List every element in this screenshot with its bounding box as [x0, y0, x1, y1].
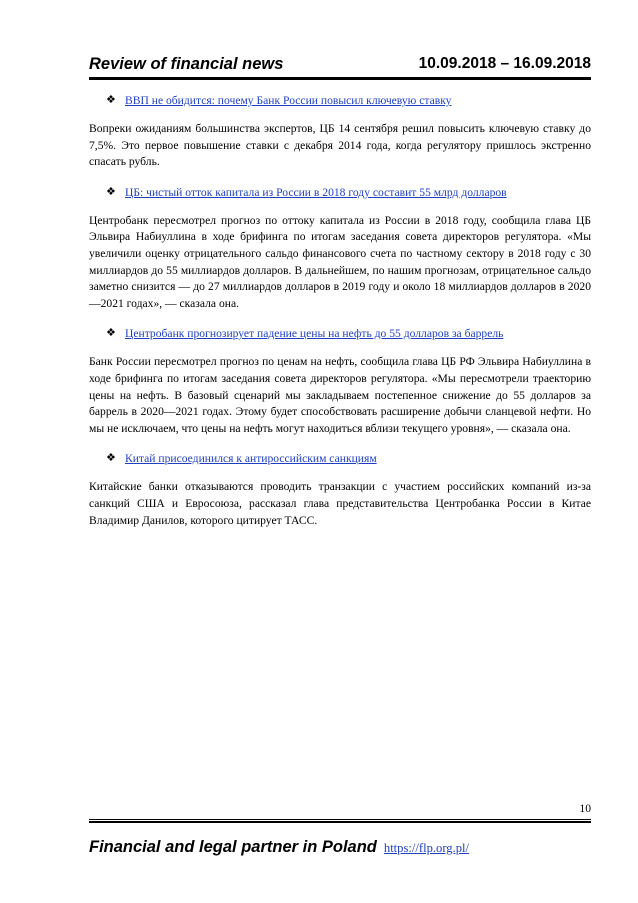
- news-item-heading: [106, 185, 591, 200]
- news-item: [89, 185, 591, 313]
- news-item: [89, 93, 591, 171]
- news-list: [89, 93, 591, 543]
- header-dates: 10.09.2018 – 16.09.2018: [418, 55, 591, 72]
- diamond-bullet-icon: ❖: [106, 94, 116, 106]
- page-number: 10: [579, 802, 591, 815]
- footer-url-link[interactable]: https://flp.org.pl/: [383, 841, 470, 855]
- news-item-heading: [106, 93, 591, 108]
- news-item-text: Банк России пересмотрел прогноз по ценам на нефть, сообщила глава ЦБ РФ Эльвира Набиуллина в ходе брифинга по итогам заседания совета директоров регулятора. «Мы пересмотрели траекторию цены на нефть. В базовый сценарий мы закладываем постепенное снижение до 55 долларов за баррель в 2020—2021 годах. Этому будет способствовать расширение добычи сланцевой нефти. Но мы не исключаем, что цены на нефть могут находиться вблизи текущего уровня», — сказала она.: [89, 355, 591, 435]
- page-header: [89, 54, 591, 80]
- news-item: [89, 326, 591, 437]
- header-title: Review of financial news: [89, 55, 284, 73]
- news-item-link[interactable]: Центробанк прогнозирует падение цены на нефть до 55 долларов за баррель: [125, 327, 504, 341]
- news-item-text: Вопреки ожиданиям большинства экспертов, ЦБ 14 сентября решил повысить ключевую ставку до 7,5%. Это первое повышение ставки с декабря 2014 года, когда регулятору пришлось экстренно спасать рубль.: [89, 122, 591, 169]
- news-item-heading: [106, 451, 591, 466]
- footer-divider: [89, 819, 591, 823]
- news-item-link[interactable]: ЦБ: чистый отток капитала из России в 2018 году составит 55 млрд долларов: [125, 185, 507, 199]
- diamond-bullet-icon: ❖: [106, 327, 116, 340]
- news-item-link[interactable]: Китай присоединился к антироссийским санкциям: [125, 452, 377, 466]
- news-item-heading: [106, 326, 591, 341]
- page-footer: [89, 836, 591, 860]
- diamond-bullet-icon: ❖: [106, 185, 116, 198]
- news-item-text: Центробанк пересмотрел прогноз по оттоку капитала из России в 2018 году, сообщила глава ЦБ Эльвира Набиуллина в ходе брифинга по итогам заседания совета директоров регулятора. «Мы увеличили оценку отрицательного сальдо финансового счета по частному сектору в 2018 году с 30 миллиардов до 55 миллиардов долларов. В дальнейшем, по нашим прогнозам, отрицательное сальдо заметно снизится — до 27 миллиардов долларов в 2019 году и около 18 миллиардов долларов в 2020—2021 годах», — сказала она.: [89, 213, 591, 310]
- news-item-text: Китайские банки отказываются проводить транзакции с участием российских компаний из-за санкций США и Евросоюза, рассказал глава представительства Центробанка России в Китае Владимир Данилов, которого цитирует ТАСС.: [89, 480, 591, 527]
- news-item: [89, 451, 591, 529]
- diamond-bullet-icon: ❖: [106, 452, 116, 465]
- news-item-link[interactable]: ВВП не обидится: почему Банк России повысил ключевую ставку: [125, 94, 452, 107]
- footer-partner-text: Financial and legal partner in Poland: [89, 838, 377, 856]
